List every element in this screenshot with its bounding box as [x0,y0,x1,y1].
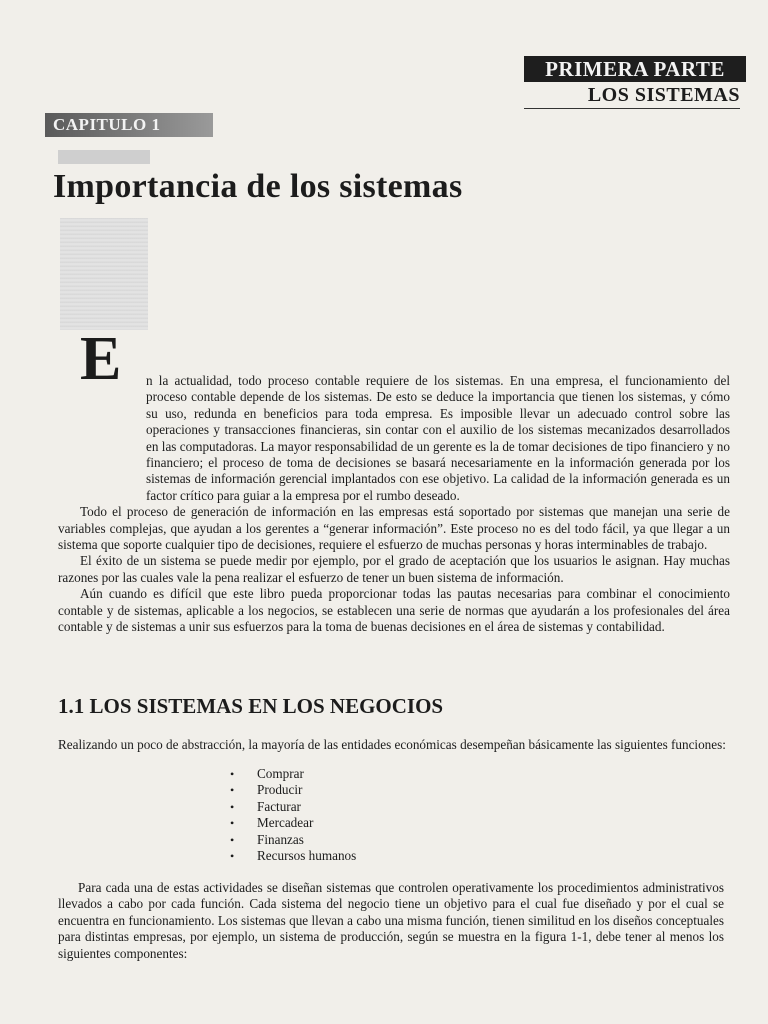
bullet-icon: • [230,849,235,864]
list-item-label: Facturar [257,798,301,814]
list-item [230,799,356,815]
paragraph-3: El éxito de un sistema se puede medir por ejemplo, por el grado de aceptación que los usuarios le asignan. Hay muchas razones por las cuales vale la pena realizar el esfuerzo de tener un buen sistema de información. [58,553,730,585]
list-item-label: Recursos humanos [257,848,357,864]
list-item-label: Mercadear [257,815,314,831]
bullet-icon: • [230,832,235,847]
section-heading: 1.1 LOS SISTEMAS EN LOS NEGOCIOS [58,694,444,718]
bullet-icon: • [230,783,235,798]
section-intro: Realizando un poco de abstracción, la mayoría de las entidades económicas desempeñan básicamente las siguientes funciones: [58,737,726,752]
closing-paragraph: Para cada una de estas actividades se diseñan sistemas que controlen operativamente los procedimientos administrativos llevados a cabo por cada función. Cada sistema del negocio tiene un objetivo para el cual fue diseñado y por el cual se encuentra en funcionamiento. Los sistemas que llevan a cabo una misma función, tienen similitud en los diseños conceptuales para distintas empresas, por ejemplo, un sistema de producción, según se muestra en la figura 1-1, debe tener al menos los siguientes componentes: [58,880,724,961]
bullet-icon: • [230,799,235,814]
chapter-label: CAPITULO 1 [45,113,213,137]
decorative-bar [58,150,150,164]
list-item [230,815,356,831]
list-item [230,848,356,864]
decorative-column [60,218,148,330]
paragraph-2: Todo el proceso de generación de información en las empresas está soportado por sistemas que manejan una serie de variables complejas, que ayudan a los gerentes a “generar información”. Este proceso no es del todo fácil, ya que llegar a un sistema que soporte cualquier tipo de decisiones, requiere el esfuerzo de muchas personas y horas interminables de trabajo. [58,504,730,553]
list-item [230,782,356,798]
bullet-icon: • [230,816,235,831]
list-item [230,766,356,782]
list-item-label: Finanzas [257,831,304,847]
chapter-body [58,373,730,636]
chapter-title: Importancia de los sistemas [53,168,463,205]
function-list [230,766,356,864]
part-subtitle: LOS SISTEMAS [524,84,740,109]
paragraph-4: Aún cuando es difícil que este libro pueda proporcionar todas las pautas necesarias para combinar el conocimiento contable y de sistemas, aplicable a los negocios, se establecen una serie de normas que ayudarán a los profesionales del área contable y de sistemas a unir sus esfuerzos para la toma de buenas decisiones en el área de sistemas y contabilidad. [58,586,730,635]
paragraph-1: n la actualidad, todo proceso contable requiere de los sistemas. En una empresa, el funcionamiento del proceso contable depende de los sistemas. De esto se deduce la importancia que tienen los sistemas, y cómo su uso, redunda en beneficios para toda empresa. Es imposible llevar un adecuado control sobre las operaciones y transacciones financieras, sin contar con el auxilio de los sistemas mecanizados desarrollados en las computadoras. La mayor responsabilidad de un gerente es la de tomar decisiones de tipo financiero y no financiero; el proceso de toma de decisiones se basará necesariamente en la información generada por los sistemas de información gerencial implantados con ese objetivo. La calidad de la información generada es un factor crítico para guiar a la empresa por el rumbo deseado. [146,373,730,503]
drop-cap: E [80,325,122,393]
list-item [230,832,356,848]
bullet-icon: • [230,767,235,781]
list-item-label: Comprar [257,766,304,781]
list-item-label: Producir [257,782,303,798]
part-label: PRIMERA PARTE [524,56,746,82]
